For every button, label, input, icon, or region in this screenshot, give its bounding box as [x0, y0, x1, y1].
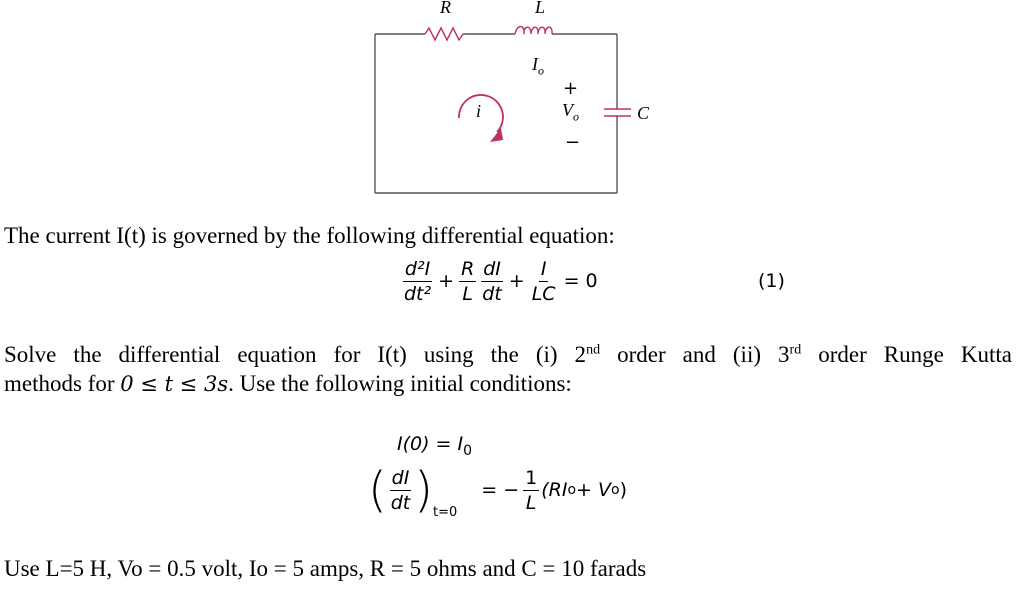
initial-condition-1: $I(0) = I_0$	[397, 433, 473, 459]
equation-1	[400, 250, 598, 312]
eq1-term2b: $\frac{dI}{dt}$	[482, 257, 502, 305]
label-R: R	[440, 0, 451, 17]
circuit-diagram	[0, 0, 1024, 200]
label-Vo: $V_o$	[562, 100, 579, 124]
problem-line-2: methods for 0 ≤ t ≤ 3s. Use the following initial conditions:	[4, 371, 572, 396]
ic-paren-right: )	[414, 462, 433, 518]
resistor-symbol	[425, 28, 463, 40]
eq1-term1: $\frac{\text{d²I}}{\text{dt²}}$	[404, 257, 432, 305]
label-i: i	[476, 101, 482, 121]
eq1-plus1: +	[438, 270, 455, 292]
eq1-plus2: +	[508, 270, 525, 292]
inductor-symbol	[515, 27, 552, 35]
equation-1-number: (1)	[758, 270, 785, 292]
label-Io: $I_o$	[532, 54, 544, 78]
initial-condition-2: ( $\frac{dI}{dt}$ ) t=0 = − $\frac{1}{L}$ (RI o + V o )	[368, 462, 627, 520]
intro-text: The current I(t) is governed by the following differential equation:	[4, 223, 615, 248]
label-L: L	[535, 0, 546, 17]
current-arrow-head	[490, 128, 503, 142]
eq1-rhs: = 0	[563, 270, 598, 292]
eq1-term2a: $\frac{R}{L}$	[461, 257, 475, 305]
label-minus: −	[565, 132, 581, 153]
label-C: C	[637, 103, 650, 123]
given-values: Use L=5 H, Vo = 0.5 volt, Io = 5 amps, R = 5 ohms and C = 10 farads	[4, 556, 647, 581]
ic-paren-left: (	[368, 462, 387, 518]
eq1-term3: $\frac{I}{LC}$	[531, 257, 556, 305]
label-plus: +	[563, 78, 579, 99]
problem-line-1: Solve the differential equation for I(t) using the (i) 2nd order and (ii) 3rd order Runge Kutta	[4, 342, 1012, 367]
